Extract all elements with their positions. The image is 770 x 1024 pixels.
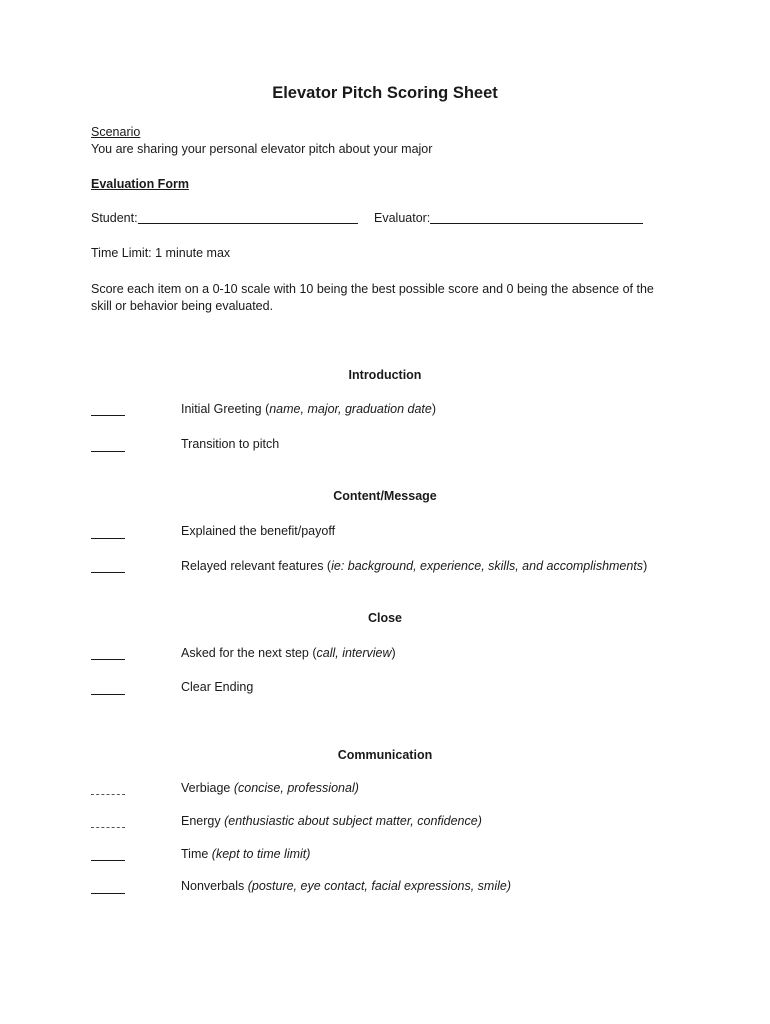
time-limit-text: Time Limit: 1 minute max bbox=[91, 246, 231, 260]
score-blank[interactable] bbox=[91, 659, 125, 660]
student-field[interactable] bbox=[91, 211, 358, 225]
student-blank-line[interactable] bbox=[138, 223, 358, 224]
score-blank[interactable] bbox=[91, 893, 125, 894]
criteria-item: Relayed relevant features (ie: background, experience, skills, and accomplishments) bbox=[181, 559, 648, 573]
score-blank[interactable] bbox=[91, 827, 125, 828]
criteria-item: Time (kept to time limit) bbox=[181, 847, 311, 861]
scenario-label: Scenario bbox=[91, 125, 141, 139]
score-blank[interactable] bbox=[91, 451, 125, 452]
criteria-item: Transition to pitch bbox=[181, 437, 280, 451]
evaluator-field[interactable] bbox=[374, 211, 643, 225]
criteria-item: Clear Ending bbox=[181, 680, 254, 694]
section-heading-introduction: Introduction bbox=[348, 368, 422, 382]
score-blank[interactable] bbox=[91, 794, 125, 795]
criteria-item: Nonverbals (posture, eye contact, facial expressions, smile) bbox=[181, 879, 512, 893]
section-heading-content: Content/Message bbox=[333, 489, 437, 503]
score-blank[interactable] bbox=[91, 572, 125, 573]
evaluation-form-label: Evaluation Form bbox=[91, 177, 189, 191]
score-blank[interactable] bbox=[91, 415, 125, 416]
evaluator-label: Evaluator: bbox=[374, 211, 431, 225]
score-blank[interactable] bbox=[91, 860, 125, 861]
criteria-item: Asked for the next step (call, interview) bbox=[181, 646, 396, 660]
criteria-item: Explained the benefit/payoff bbox=[181, 524, 336, 538]
criteria-item: Verbiage (concise, professional) bbox=[181, 781, 359, 795]
instructions-text: Score each item on a 0-10 scale with 10 being the best possible score and 0 being the absence of the skill or behavior being evaluated. bbox=[91, 282, 654, 313]
score-blank[interactable] bbox=[91, 694, 125, 695]
evaluator-blank-line[interactable] bbox=[430, 223, 643, 224]
scenario-text: You are sharing your personal elevator pitch about your major bbox=[91, 142, 433, 156]
criteria-item: Initial Greeting (name, major, graduation date) bbox=[181, 402, 437, 416]
page-title: Elevator Pitch Scoring Sheet bbox=[272, 84, 498, 102]
section-heading-close: Close bbox=[367, 611, 403, 625]
section-heading-communication: Communication bbox=[337, 748, 433, 762]
score-blank[interactable] bbox=[91, 538, 125, 539]
criteria-item: Energy (enthusiastic about subject matter, confidence) bbox=[181, 814, 482, 828]
student-label: Student: bbox=[91, 211, 138, 225]
